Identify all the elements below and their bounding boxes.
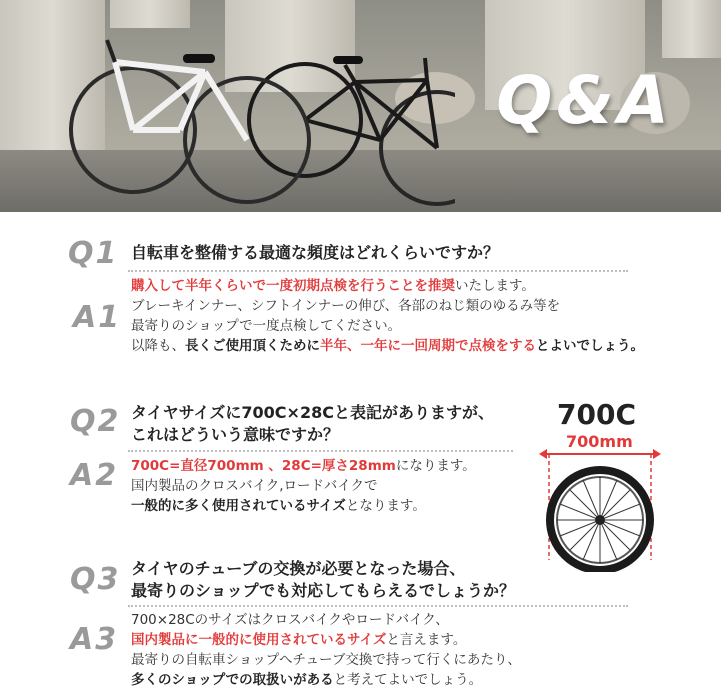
answer-seg: 国内製品に一般的に使用されているサイズ	[131, 632, 387, 648]
answer-seg: 一般的に多く使用されているサイズ	[131, 498, 346, 514]
question-mark-q1: Q1	[68, 236, 119, 271]
answer-line	[131, 610, 521, 630]
hero-banner	[0, 0, 721, 212]
answer-line	[131, 316, 644, 336]
question-line: 自転車を整備する最適な頻度はどれくらいですか？	[131, 243, 500, 262]
arrowhead-left	[539, 449, 547, 459]
answer-seg: 半年、一年に一回周期で点検をする	[320, 338, 536, 354]
answer-line	[131, 496, 476, 516]
arrowhead-right	[653, 449, 661, 459]
qa-title: Q&A	[496, 62, 673, 139]
question-text-3	[131, 558, 515, 602]
answer-line	[131, 276, 644, 296]
bicycles-illustration	[55, 10, 455, 210]
answer-seg: ブレーキインナー、シフトインナーの伸び、各部のねじ類のゆるみ等を	[131, 298, 561, 314]
answer-text-3	[131, 610, 521, 690]
answer-text-2	[131, 456, 476, 516]
question-line: これはどういう意味ですか？	[131, 425, 340, 444]
answer-line	[131, 456, 476, 476]
divider-dotted	[128, 450, 513, 452]
answer-seg: 購入して半年くらいで一度初期点検を行うことを推奨	[131, 278, 455, 294]
answer-seg: いたします。	[455, 278, 535, 294]
answer-seg: 長くご使用頂くために	[185, 338, 320, 354]
answer-seg: 700C=直径700mm 、28C=厚さ28mm	[131, 458, 396, 474]
answer-seg: 最寄りのショップで一度点検してください。	[131, 318, 402, 334]
divider-dotted	[128, 270, 628, 272]
stone-pillar	[662, 0, 721, 58]
question-line: 最寄りのショップでも対応してもらえるでしょうか？	[131, 581, 516, 600]
answer-seg: となります。	[345, 498, 426, 514]
answer-seg: 以降も、	[131, 338, 185, 354]
saddle	[333, 56, 363, 64]
question-mark-q3: Q3	[70, 562, 121, 597]
answer-mark-a1: A1	[73, 300, 122, 335]
answer-line	[131, 476, 476, 496]
answer-line	[131, 336, 644, 356]
question-line: タイヤサイズに700C×28Cと表記がありますが、	[131, 403, 494, 422]
answer-line	[131, 670, 521, 690]
answer-seg: 700×28Cのサイズはクロスバイクやロードバイク、	[131, 612, 449, 628]
tire-size-label: 700C	[557, 398, 636, 431]
answer-mark-a2: A2	[70, 458, 119, 493]
answer-seg: になります。	[395, 458, 476, 474]
answer-seg: 国内製品のクロスバイク,ロードバイクで	[131, 478, 378, 494]
answer-seg: と考えてよいでしょう。	[333, 672, 483, 688]
divider-dotted	[128, 605, 628, 607]
tire-diagram	[535, 432, 665, 572]
hub	[595, 515, 605, 525]
question-text-2	[131, 402, 494, 446]
answer-line	[131, 650, 521, 670]
answer-seg: 最寄りの自転車ショップへチューブ交換で持って行くにあたり、	[131, 652, 521, 668]
answer-seg: 多くのショップでの取扱いがある	[131, 672, 334, 688]
tire-dimension-label: 700mm	[563, 432, 636, 451]
question-mark-q2: Q2	[70, 404, 121, 439]
answer-seg: と言えます。	[386, 632, 467, 648]
answer-line	[131, 630, 521, 650]
answer-seg: とよいでしょう。	[536, 338, 644, 354]
question-line: タイヤのチューブの交換が必要となった場合、	[131, 559, 466, 578]
answer-text-1	[131, 276, 644, 356]
answer-mark-a3: A3	[70, 622, 119, 657]
answer-line	[131, 296, 644, 316]
saddle	[183, 54, 215, 63]
question-text-1	[131, 242, 499, 264]
